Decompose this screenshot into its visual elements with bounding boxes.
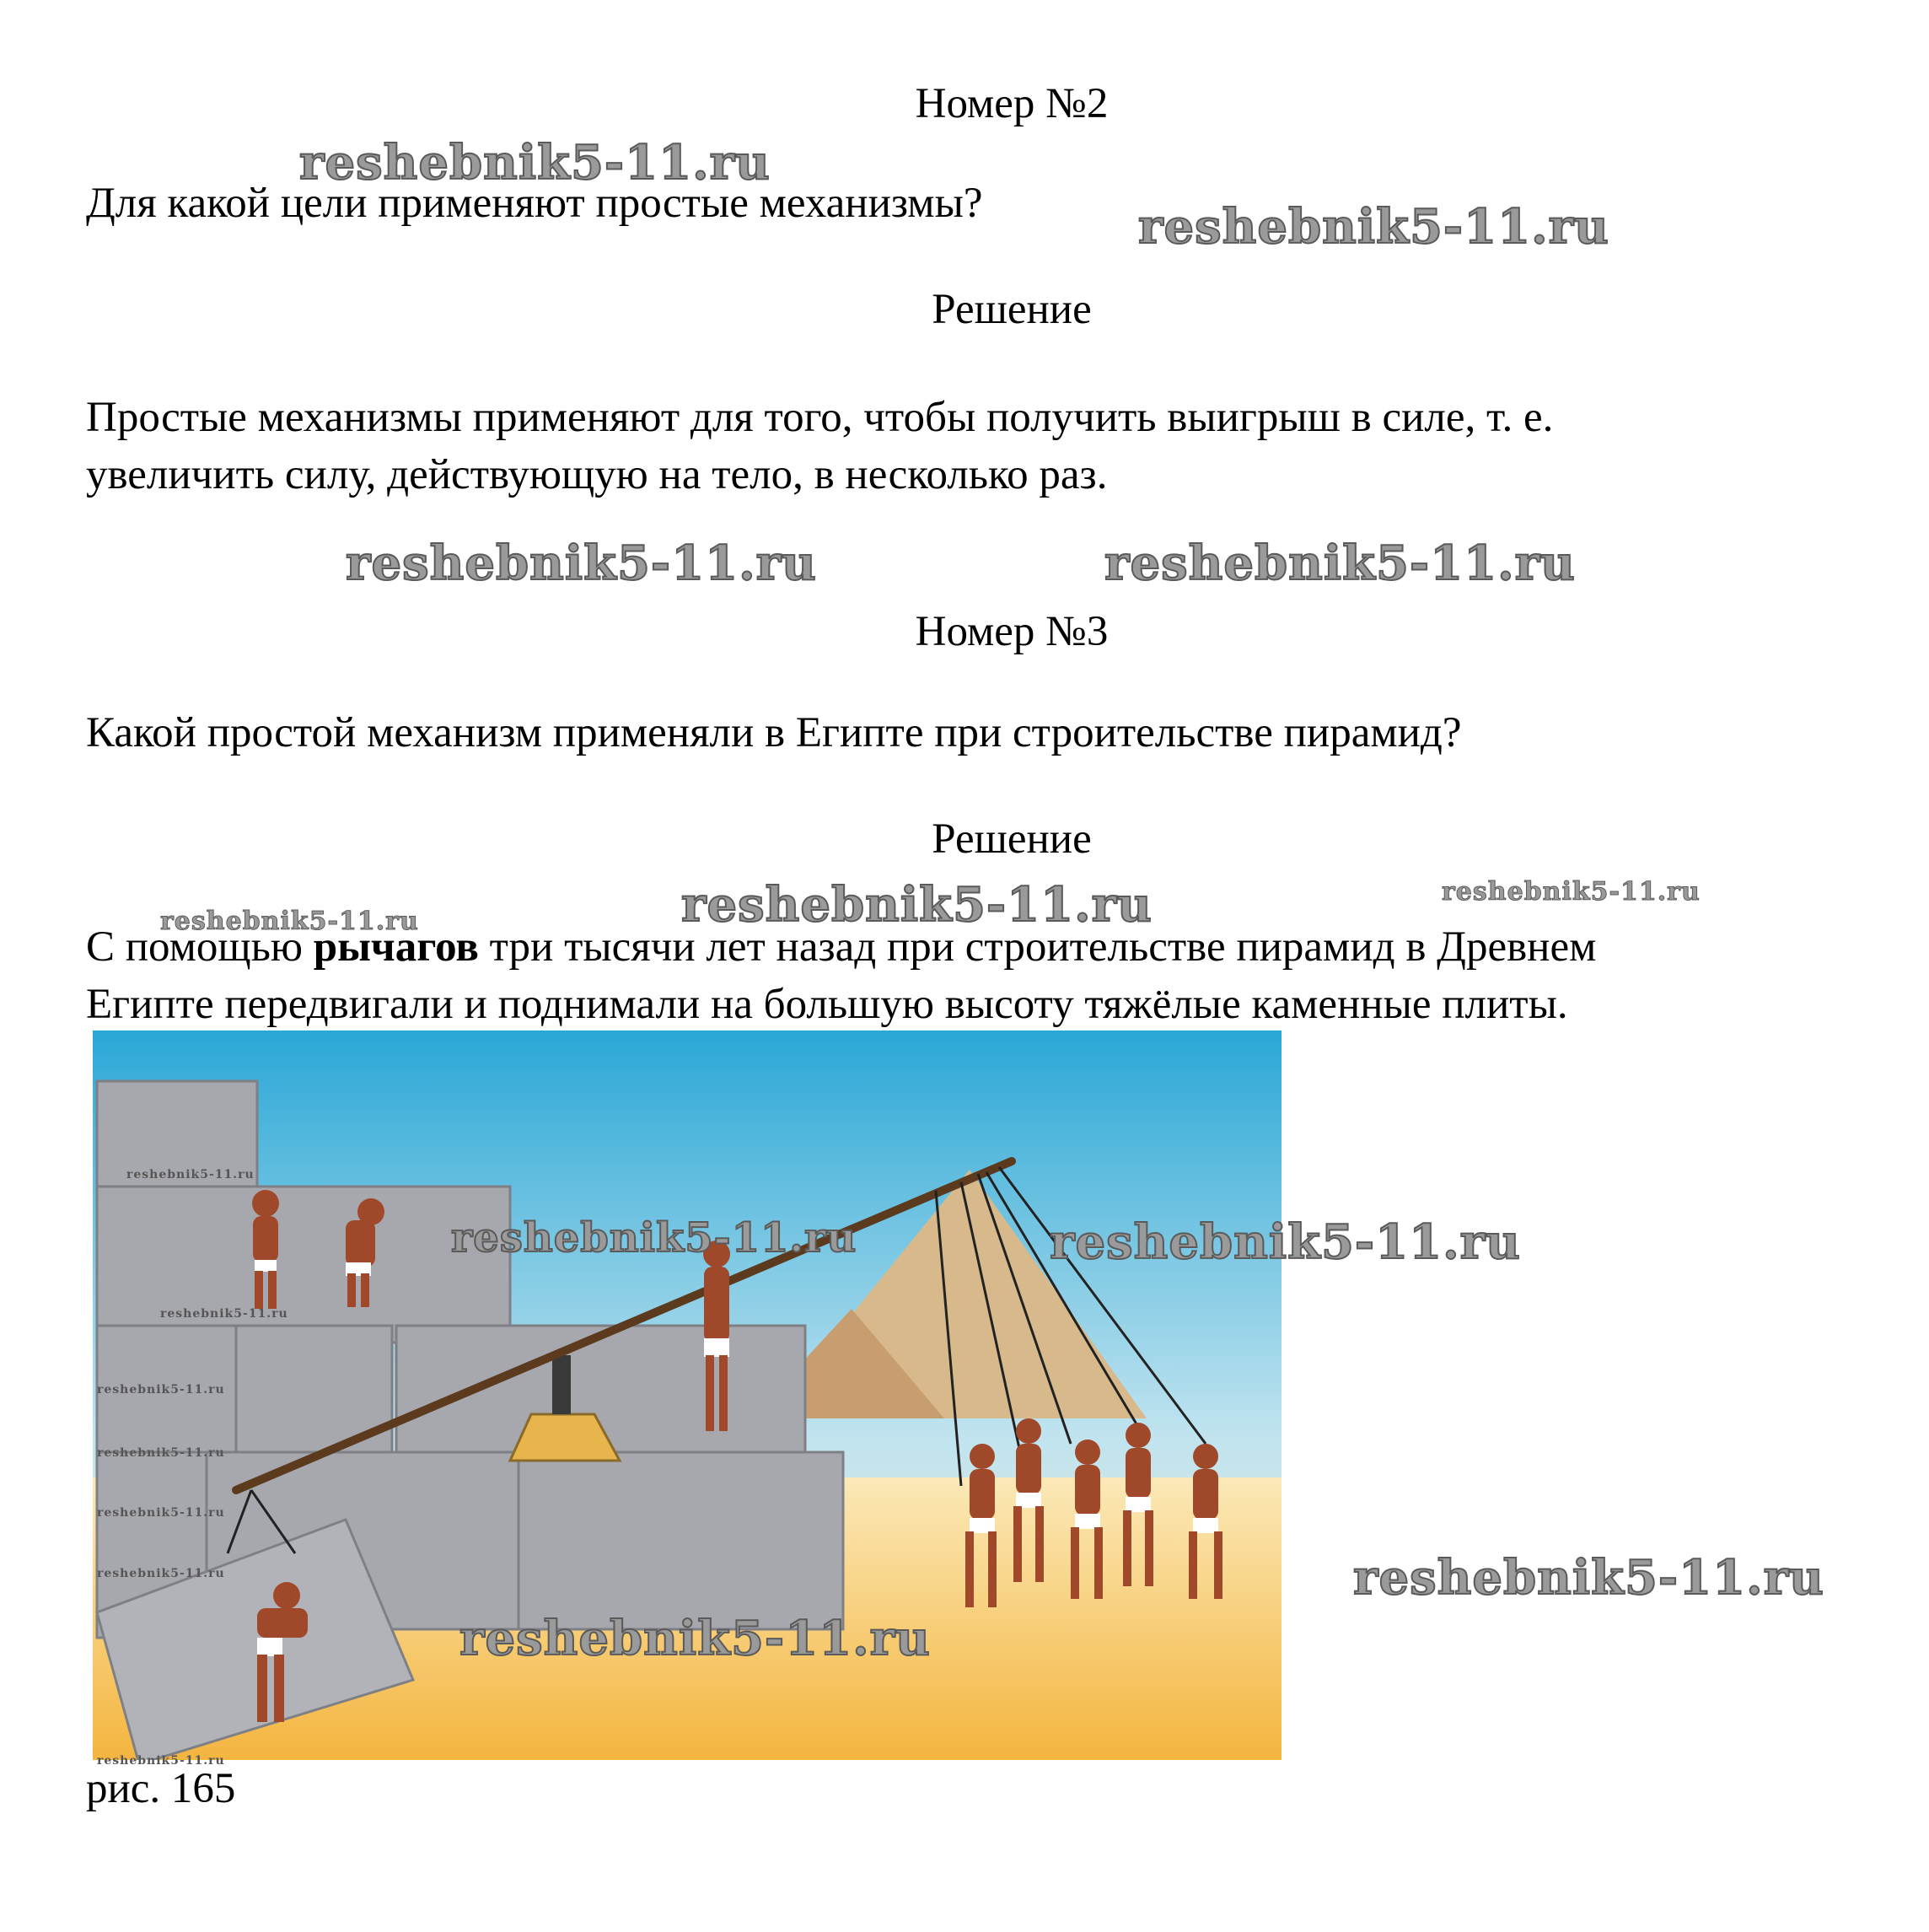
- watermark: reshebnik5-11.ru: [1138, 199, 1609, 255]
- figure-caption: рис. 165: [86, 1765, 236, 1812]
- heading-number-2: Номер №2: [915, 80, 1109, 127]
- watermark: reshebnik5-11.ru: [160, 1307, 288, 1321]
- answer-3-bold-term: рычагов: [313, 923, 479, 971]
- watermark: reshebnik5-11.ru: [97, 1567, 225, 1580]
- watermark: reshebnik5-11.ru: [1353, 1550, 1824, 1606]
- answer-3-line-1: С помощью рычагов три тысячи лет назад при строительстве пирамид в Древнем: [86, 923, 1597, 971]
- solution-label-3: Решение: [932, 815, 1092, 863]
- watermark: reshebnik5-11.ru: [459, 1611, 931, 1666]
- watermark: reshebnik5-11.ru: [1104, 535, 1576, 591]
- watermark: reshebnik5-11.ru: [97, 1383, 225, 1397]
- watermark: reshebnik5-11.ru: [451, 1214, 857, 1262]
- watermark: reshebnik5-11.ru: [299, 135, 771, 191]
- watermark: reshebnik5-11.ru: [126, 1168, 255, 1181]
- watermark: reshebnik5-11.ru: [97, 1446, 225, 1460]
- question-2: Для какой цели применяют простые механизмы?: [86, 180, 983, 227]
- watermark: reshebnik5-11.ru: [97, 1754, 225, 1768]
- solution-label-2: Решение: [932, 286, 1092, 333]
- watermark: reshebnik5-11.ru: [1442, 877, 1701, 907]
- answer-3-line-2: Египте передвигали и поднимали на большую высоту тяжёлые каменные плиты.: [86, 981, 1568, 1028]
- heading-number-3: Номер №3: [915, 608, 1109, 655]
- question-3: Какой простой механизм применяли в Египте при строительстве пирамид?: [86, 709, 1462, 756]
- watermark: reshebnik5-11.ru: [346, 535, 817, 591]
- watermark: reshebnik5-11.ru: [97, 1506, 225, 1520]
- watermark: reshebnik5-11.ru: [160, 907, 419, 936]
- answer-2-line-2: увеличить силу, действующую на тело, в несколько раз.: [86, 451, 1108, 498]
- answer-2-line-1: Простые механизмы применяют для того, чтобы получить выигрыш в силе, т. е.: [86, 394, 1554, 441]
- watermark: reshebnik5-11.ru: [1050, 1214, 1521, 1270]
- watermark: reshebnik5-11.ru: [681, 877, 1153, 933]
